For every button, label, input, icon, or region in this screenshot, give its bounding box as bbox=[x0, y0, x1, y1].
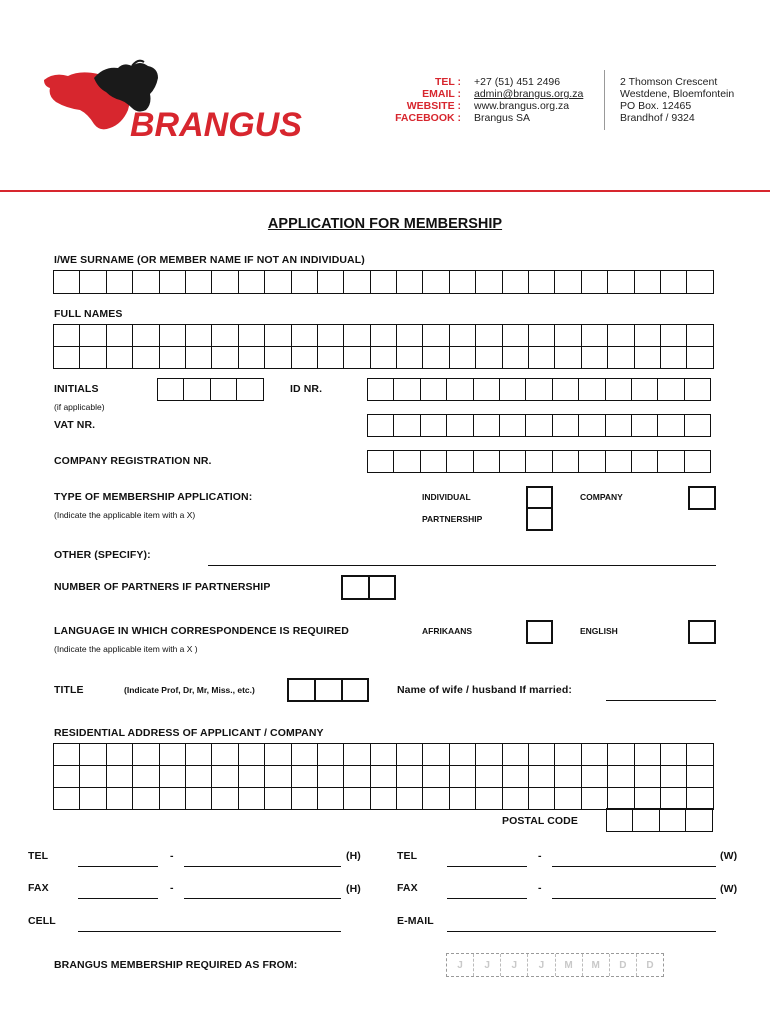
char-cell[interactable] bbox=[635, 744, 661, 766]
char-cell[interactable] bbox=[265, 347, 291, 369]
char-cell[interactable] bbox=[687, 325, 713, 347]
tel-work-number-input[interactable] bbox=[552, 866, 716, 867]
char-cell[interactable] bbox=[658, 451, 684, 473]
char-cell[interactable] bbox=[529, 325, 555, 347]
char-cell[interactable] bbox=[107, 347, 133, 369]
tel-work-label: TEL bbox=[397, 850, 418, 862]
char-cell[interactable] bbox=[371, 788, 397, 810]
char-cell[interactable] bbox=[80, 271, 106, 294]
char-cell[interactable] bbox=[371, 347, 397, 369]
char-cell[interactable] bbox=[344, 347, 370, 369]
char-cell[interactable] bbox=[579, 379, 605, 401]
char-cell[interactable] bbox=[318, 766, 344, 788]
char-cell[interactable] bbox=[239, 271, 265, 294]
char-cell[interactable] bbox=[658, 379, 684, 401]
char-cell[interactable] bbox=[292, 325, 318, 347]
date-placeholder: J bbox=[473, 954, 500, 976]
dash: - bbox=[170, 882, 174, 894]
char-cell[interactable] bbox=[476, 788, 502, 810]
char-cell[interactable] bbox=[211, 379, 237, 401]
header-rule bbox=[0, 190, 770, 192]
char-cell[interactable] bbox=[687, 788, 713, 810]
home-suffix: (H) bbox=[346, 850, 361, 862]
char-cell[interactable] bbox=[687, 744, 713, 766]
address-label: RESIDENTIAL ADDRESS OF APPLICANT / COMPANY bbox=[54, 727, 324, 739]
cell-input[interactable] bbox=[78, 931, 341, 932]
char-cell[interactable] bbox=[450, 788, 476, 810]
company-reg-label: COMPANY REGISTRATION NR. bbox=[54, 455, 212, 467]
date-placeholder: D bbox=[636, 954, 663, 976]
char-cell[interactable] bbox=[237, 379, 263, 401]
char-cell[interactable] bbox=[239, 766, 265, 788]
char-cell[interactable] bbox=[661, 347, 687, 369]
char-cell[interactable] bbox=[160, 325, 186, 347]
char-cell[interactable] bbox=[394, 415, 420, 437]
char-cell[interactable] bbox=[476, 347, 502, 369]
spouse-name-input[interactable] bbox=[606, 700, 716, 701]
char-cell[interactable] bbox=[555, 766, 581, 788]
fax-work-label: FAX bbox=[397, 882, 418, 894]
home-suffix: (H) bbox=[346, 883, 361, 895]
dash: - bbox=[538, 882, 542, 894]
char-cell[interactable] bbox=[661, 744, 687, 766]
char-cell[interactable] bbox=[474, 415, 500, 437]
char-cell[interactable] bbox=[344, 744, 370, 766]
char-cell[interactable] bbox=[553, 451, 579, 473]
char-cell[interactable] bbox=[606, 451, 632, 473]
char-cell[interactable] bbox=[318, 788, 344, 810]
char-cell[interactable] bbox=[555, 744, 581, 766]
char-cell[interactable] bbox=[582, 271, 608, 294]
char-cell[interactable] bbox=[661, 325, 687, 347]
char-cell[interactable] bbox=[368, 379, 394, 401]
char-cell[interactable] bbox=[529, 788, 555, 810]
char-cell[interactable] bbox=[474, 451, 500, 473]
header-divider bbox=[604, 70, 605, 130]
char-cell[interactable] bbox=[160, 788, 186, 810]
char-cell[interactable] bbox=[661, 271, 687, 294]
char-cell[interactable] bbox=[635, 788, 661, 810]
char-cell[interactable] bbox=[503, 325, 529, 347]
company-option-label: COMPANY bbox=[580, 492, 623, 502]
char-cell[interactable] bbox=[368, 451, 394, 473]
char-cell[interactable] bbox=[292, 347, 318, 369]
char-cell[interactable] bbox=[133, 766, 159, 788]
char-cell[interactable] bbox=[685, 415, 711, 437]
address-line: 2 Thomson Crescent bbox=[620, 76, 718, 88]
char-cell[interactable] bbox=[239, 788, 265, 810]
char-cell[interactable] bbox=[660, 809, 686, 832]
address-line: Westdene, Bloemfontein bbox=[620, 88, 735, 100]
email-link[interactable]: admin@brangus.org.za bbox=[474, 88, 584, 100]
char-cell[interactable] bbox=[397, 788, 423, 810]
char-cell[interactable] bbox=[553, 379, 579, 401]
char-cell[interactable] bbox=[687, 347, 713, 369]
char-cell[interactable] bbox=[80, 744, 106, 766]
char-cell[interactable] bbox=[397, 744, 423, 766]
char-cell[interactable] bbox=[476, 325, 502, 347]
char-cell[interactable] bbox=[160, 766, 186, 788]
char-cell[interactable] bbox=[447, 415, 473, 437]
char-cell[interactable] bbox=[529, 271, 555, 294]
dash: - bbox=[170, 850, 174, 862]
char-cell[interactable] bbox=[421, 451, 447, 473]
address-input[interactable] bbox=[53, 743, 714, 810]
brangus-logo bbox=[40, 58, 345, 142]
initials-input[interactable] bbox=[157, 378, 264, 401]
char-cell[interactable] bbox=[423, 325, 449, 347]
char-cell[interactable] bbox=[607, 809, 633, 832]
char-cell[interactable] bbox=[318, 744, 344, 766]
char-cell[interactable] bbox=[54, 347, 80, 369]
char-cell[interactable] bbox=[555, 325, 581, 347]
char-cell[interactable] bbox=[450, 766, 476, 788]
char-cell[interactable] bbox=[397, 766, 423, 788]
char-cell[interactable] bbox=[318, 271, 344, 294]
char-cell[interactable] bbox=[474, 379, 500, 401]
char-cell[interactable] bbox=[212, 347, 238, 369]
english-option-label: ENGLISH bbox=[580, 626, 618, 636]
char-cell[interactable] bbox=[265, 271, 291, 294]
char-cell[interactable] bbox=[212, 744, 238, 766]
cell-label: CELL bbox=[28, 915, 56, 927]
char-cell[interactable] bbox=[555, 271, 581, 294]
work-suffix: (W) bbox=[720, 883, 738, 895]
start-date-input[interactable] bbox=[446, 953, 664, 977]
individual-option-label: INDIVIDUAL bbox=[422, 492, 471, 502]
partners-count-input[interactable] bbox=[341, 575, 396, 600]
char-cell[interactable] bbox=[133, 325, 159, 347]
char-cell[interactable] bbox=[608, 347, 634, 369]
char-cell[interactable] bbox=[500, 451, 526, 473]
char-cell[interactable] bbox=[54, 766, 80, 788]
char-cell[interactable] bbox=[265, 325, 291, 347]
char-cell[interactable] bbox=[635, 347, 661, 369]
char-cell[interactable] bbox=[606, 415, 632, 437]
char-cell[interactable] bbox=[685, 451, 711, 473]
char-cell[interactable] bbox=[371, 271, 397, 294]
initials-note: (if applicable) bbox=[54, 402, 105, 412]
id-label: ID NR. bbox=[290, 383, 323, 395]
language-label: LANGUAGE IN WHICH CORRESPONDENCE IS REQUIRED bbox=[54, 625, 349, 637]
char-cell[interactable] bbox=[371, 325, 397, 347]
char-cell[interactable] bbox=[635, 325, 661, 347]
email-label: E-MAIL bbox=[397, 915, 434, 927]
address-line: Brandhof / 9324 bbox=[620, 112, 695, 124]
char-cell[interactable] bbox=[632, 451, 658, 473]
char-cell[interactable] bbox=[529, 766, 555, 788]
vat-number-input[interactable] bbox=[367, 414, 711, 437]
char-cell[interactable] bbox=[423, 744, 449, 766]
char-cell[interactable] bbox=[579, 451, 605, 473]
tel-home-label: TEL bbox=[28, 850, 49, 862]
char-cell[interactable] bbox=[265, 788, 291, 810]
char-cell[interactable] bbox=[371, 744, 397, 766]
char-cell[interactable] bbox=[608, 788, 634, 810]
char-cell[interactable] bbox=[608, 325, 634, 347]
tel-value: +27 (51) 451 2496 bbox=[474, 76, 561, 88]
char-cell[interactable] bbox=[368, 415, 394, 437]
individual-checkbox[interactable] bbox=[526, 486, 553, 509]
char-cell[interactable] bbox=[54, 744, 80, 766]
char-cell[interactable] bbox=[54, 325, 80, 347]
char-cell[interactable] bbox=[107, 325, 133, 347]
char-cell[interactable] bbox=[265, 744, 291, 766]
char-cell[interactable] bbox=[632, 379, 658, 401]
company-checkbox[interactable] bbox=[688, 486, 716, 510]
char-cell[interactable] bbox=[500, 415, 526, 437]
char-cell[interactable] bbox=[423, 347, 449, 369]
char-cell[interactable] bbox=[318, 347, 344, 369]
char-cell[interactable] bbox=[292, 271, 318, 294]
char-cell[interactable] bbox=[397, 347, 423, 369]
char-cell[interactable] bbox=[292, 766, 318, 788]
spouse-label: Name of wife / husband If married: bbox=[397, 684, 572, 696]
char-cell[interactable] bbox=[107, 766, 133, 788]
char-cell[interactable] bbox=[186, 271, 212, 294]
char-cell[interactable] bbox=[503, 744, 529, 766]
char-cell[interactable] bbox=[318, 325, 344, 347]
website-label: WEBSITE : bbox=[406, 100, 461, 112]
char-cell[interactable] bbox=[133, 271, 159, 294]
char-cell[interactable] bbox=[635, 271, 661, 294]
char-cell[interactable] bbox=[133, 788, 159, 810]
char-cell[interactable] bbox=[450, 744, 476, 766]
char-cell[interactable] bbox=[526, 451, 552, 473]
char-cell[interactable] bbox=[450, 271, 476, 294]
char-cell[interactable] bbox=[476, 271, 502, 294]
char-cell[interactable] bbox=[292, 788, 318, 810]
char-cell[interactable] bbox=[687, 766, 713, 788]
title-label: TITLE bbox=[54, 684, 84, 696]
char-cell[interactable] bbox=[476, 766, 502, 788]
char-cell[interactable] bbox=[606, 379, 632, 401]
afrikaans-option-label: AFRIKAANS bbox=[422, 626, 473, 636]
char-cell[interactable] bbox=[503, 347, 529, 369]
char-cell[interactable] bbox=[160, 271, 186, 294]
char-cell[interactable] bbox=[633, 809, 659, 832]
char-cell[interactable] bbox=[344, 271, 370, 294]
char-cell[interactable] bbox=[687, 271, 713, 294]
surname-input[interactable] bbox=[53, 270, 714, 294]
vat-label: VAT NR. bbox=[54, 419, 96, 431]
email-input[interactable] bbox=[447, 931, 716, 932]
char-cell[interactable] bbox=[133, 347, 159, 369]
char-cell[interactable] bbox=[107, 271, 133, 294]
char-cell[interactable] bbox=[133, 744, 159, 766]
char-cell[interactable] bbox=[186, 788, 212, 810]
date-placeholder: J bbox=[500, 954, 527, 976]
char-cell[interactable] bbox=[608, 744, 634, 766]
char-cell[interactable] bbox=[186, 766, 212, 788]
partners-label: NUMBER OF PARTNERS IF PARTNERSHIP bbox=[54, 581, 271, 593]
char-cell[interactable] bbox=[661, 766, 687, 788]
english-checkbox[interactable] bbox=[688, 620, 716, 644]
char-cell[interactable] bbox=[582, 766, 608, 788]
fax-home-label: FAX bbox=[28, 882, 49, 894]
tel-home-code-input[interactable] bbox=[78, 866, 158, 867]
fax-work-number-input[interactable] bbox=[552, 898, 716, 899]
char-cell[interactable] bbox=[582, 788, 608, 810]
char-cell[interactable] bbox=[292, 744, 318, 766]
char-cell[interactable] bbox=[582, 347, 608, 369]
fax-home-number-input[interactable] bbox=[184, 898, 341, 899]
char-cell[interactable] bbox=[608, 766, 634, 788]
form-title: APPLICATION FOR MEMBERSHIP bbox=[267, 216, 503, 232]
char-cell[interactable] bbox=[107, 744, 133, 766]
char-cell[interactable] bbox=[686, 809, 712, 832]
char-cell[interactable] bbox=[423, 766, 449, 788]
char-cell[interactable] bbox=[212, 271, 238, 294]
char-cell[interactable] bbox=[421, 379, 447, 401]
char-cell[interactable] bbox=[579, 415, 605, 437]
char-cell[interactable] bbox=[526, 415, 552, 437]
char-cell[interactable] bbox=[371, 766, 397, 788]
char-cell[interactable] bbox=[582, 744, 608, 766]
char-cell[interactable] bbox=[503, 766, 529, 788]
char-cell[interactable] bbox=[186, 744, 212, 766]
date-placeholder: M bbox=[555, 954, 582, 976]
membership-type-note: (Indicate the applicable item with a X) bbox=[54, 510, 196, 520]
company-reg-input[interactable] bbox=[367, 450, 711, 473]
website-link[interactable]: www.brangus.org.za bbox=[474, 100, 570, 112]
char-cell[interactable] bbox=[158, 379, 184, 401]
char-cell[interactable] bbox=[553, 415, 579, 437]
postal-code-label: POSTAL CODE bbox=[502, 815, 578, 827]
char-cell[interactable] bbox=[394, 451, 420, 473]
char-cell[interactable] bbox=[685, 379, 711, 401]
char-cell[interactable] bbox=[265, 766, 291, 788]
membership-type-label: TYPE OF MEMBERSHIP APPLICATION: bbox=[54, 491, 253, 503]
work-suffix: (W) bbox=[720, 850, 738, 862]
email-label: EMAIL : bbox=[422, 88, 461, 100]
char-cell[interactable] bbox=[555, 788, 581, 810]
initials-label: INITIALS bbox=[54, 383, 99, 395]
char-cell[interactable] bbox=[160, 347, 186, 369]
char-cell[interactable] bbox=[608, 271, 634, 294]
partnership-checkbox[interactable] bbox=[526, 507, 553, 531]
other-input[interactable] bbox=[208, 565, 716, 566]
char-cell[interactable] bbox=[450, 347, 476, 369]
char-cell[interactable] bbox=[212, 788, 238, 810]
char-cell[interactable] bbox=[447, 379, 473, 401]
char-cell[interactable] bbox=[632, 415, 658, 437]
char-cell[interactable] bbox=[239, 325, 265, 347]
char-cell[interactable] bbox=[186, 325, 212, 347]
language-note: (Indicate the applicable item with a X ) bbox=[54, 644, 198, 654]
char-cell[interactable] bbox=[529, 347, 555, 369]
logo-wordmark: BRANGUS bbox=[130, 106, 302, 142]
char-cell[interactable] bbox=[423, 788, 449, 810]
char-cell[interactable] bbox=[658, 415, 684, 437]
char-cell[interactable] bbox=[476, 744, 502, 766]
char-cell[interactable] bbox=[239, 744, 265, 766]
char-cell[interactable] bbox=[212, 325, 238, 347]
char-cell[interactable] bbox=[529, 744, 555, 766]
char-cell[interactable] bbox=[421, 415, 447, 437]
char-cell[interactable] bbox=[107, 788, 133, 810]
date-placeholder: J bbox=[457, 959, 463, 971]
char-cell[interactable] bbox=[54, 271, 80, 294]
char-cell[interactable] bbox=[423, 271, 449, 294]
char-cell[interactable] bbox=[54, 788, 80, 810]
char-cell[interactable] bbox=[344, 788, 370, 810]
postal-code-input[interactable] bbox=[606, 808, 713, 832]
facebook-label: FACEBOOK : bbox=[395, 112, 461, 124]
char-cell[interactable] bbox=[186, 347, 212, 369]
tel-home-number-input[interactable] bbox=[184, 866, 341, 867]
other-label: OTHER (SPECIFY): bbox=[54, 549, 151, 561]
char-cell[interactable] bbox=[500, 379, 526, 401]
required-from-label: BRANGUS MEMBERSHIP REQUIRED AS FROM: bbox=[54, 959, 298, 971]
char-cell[interactable] bbox=[447, 451, 473, 473]
title-input[interactable] bbox=[287, 678, 369, 702]
char-cell[interactable] bbox=[503, 271, 529, 294]
char-cell[interactable] bbox=[80, 325, 106, 347]
surname-label: I/WE SURNAME (OR MEMBER NAME IF NOT AN INDIVIDUAL) bbox=[54, 254, 365, 266]
char-cell[interactable] bbox=[526, 379, 552, 401]
facebook-value: Brangus SA bbox=[474, 112, 531, 124]
id-number-input[interactable] bbox=[367, 378, 711, 401]
date-placeholder: D bbox=[609, 954, 636, 976]
char-cell[interactable] bbox=[80, 788, 106, 810]
char-cell[interactable] bbox=[80, 347, 106, 369]
char-cell[interactable] bbox=[394, 379, 420, 401]
char-cell[interactable] bbox=[397, 325, 423, 347]
tel-work-code-input[interactable] bbox=[447, 866, 527, 867]
afrikaans-checkbox[interactable] bbox=[526, 620, 553, 644]
date-placeholder: J bbox=[527, 954, 554, 976]
char-cell[interactable] bbox=[344, 766, 370, 788]
char-cell[interactable] bbox=[397, 271, 423, 294]
char-cell[interactable] bbox=[344, 325, 370, 347]
char-cell[interactable] bbox=[80, 766, 106, 788]
date-placeholder: M bbox=[582, 954, 609, 976]
char-cell[interactable] bbox=[184, 379, 210, 401]
char-cell[interactable] bbox=[212, 766, 238, 788]
full-names-label: FULL NAMES bbox=[54, 308, 123, 320]
dash: - bbox=[538, 850, 542, 862]
char-cell[interactable] bbox=[582, 325, 608, 347]
title-note: (Indicate Prof, Dr, Mr, Miss., etc.) bbox=[124, 685, 255, 695]
full-names-input[interactable] bbox=[53, 324, 714, 369]
char-cell[interactable] bbox=[450, 325, 476, 347]
address-line: PO Box. 12465 bbox=[620, 100, 692, 112]
char-cell[interactable] bbox=[503, 788, 529, 810]
char-cell[interactable] bbox=[661, 788, 687, 810]
fax-work-code-input[interactable] bbox=[447, 898, 527, 899]
char-cell[interactable] bbox=[160, 744, 186, 766]
fax-home-code-input[interactable] bbox=[78, 898, 158, 899]
tel-label: TEL : bbox=[434, 76, 461, 88]
char-cell[interactable] bbox=[239, 347, 265, 369]
char-cell[interactable] bbox=[555, 347, 581, 369]
char-cell[interactable] bbox=[635, 766, 661, 788]
partnership-option-label: PARTNERSHIP bbox=[422, 514, 483, 524]
